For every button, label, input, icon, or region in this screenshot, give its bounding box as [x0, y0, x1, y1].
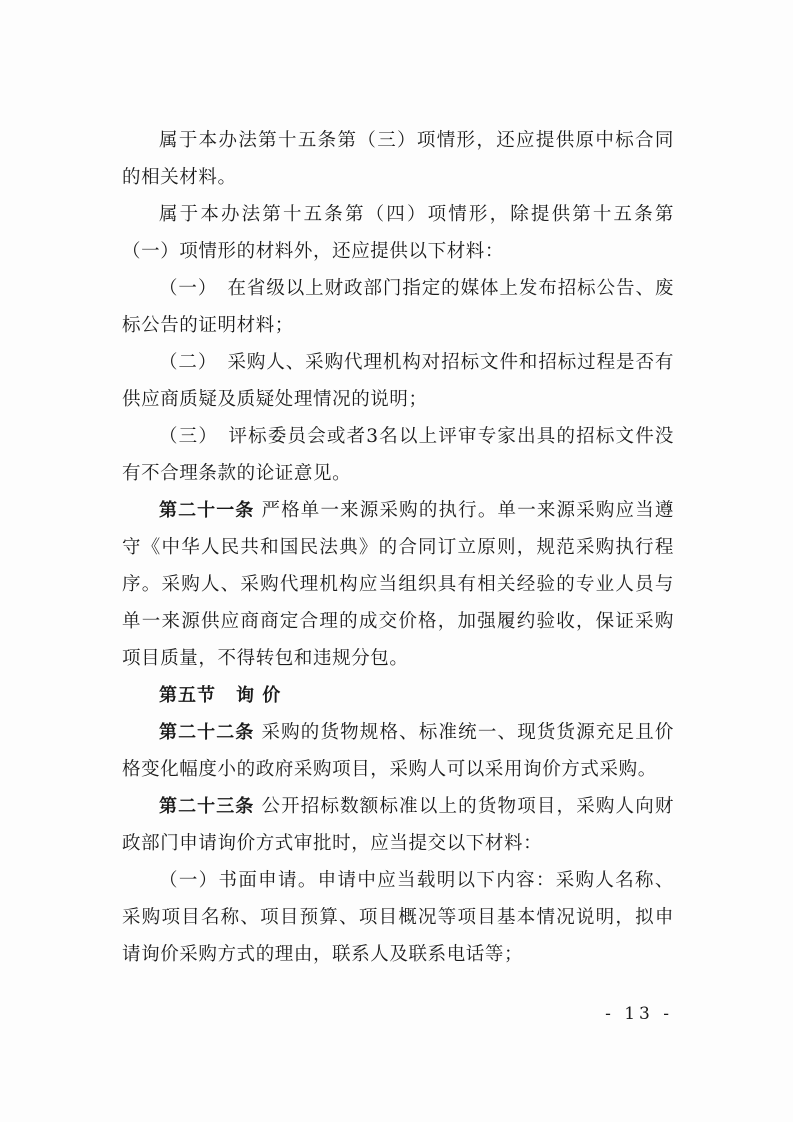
section-title: 询 价 — [236, 685, 282, 706]
page-number: - 13 - — [605, 1004, 673, 1024]
paragraph-text: 属于本办法第十五条第（三）项情形，还应提供原中标合同的相关材料。 — [122, 130, 674, 188]
section-number: 第五节 — [159, 685, 216, 706]
paragraph-text: 严格单一来源采购的执行。单一来源采购应当遵守《中华人民共和国民法典》的合同订立原则，规范采购执行程序。采购人、采购代理机构应当组织具有相关经验的专业人员与单一来源供应商商定合理的成交价格，加强履约验收，保证采购项目质量，不得转包和违规分包。 — [122, 500, 675, 669]
paragraph-text: （三） 评标委员会或者3名以上评审专家出具的招标文件没有不合理条款的论证意见。 — [122, 426, 674, 484]
article-heading: 第二十三条 — [159, 796, 255, 817]
paragraph-text: （二） 采购人、采购代理机构对招标文件和招标过程是否有供应商质疑及质疑处理情况的说明； — [122, 352, 674, 410]
article-23 — [122, 788, 674, 862]
paragraph-text: 公开招标数额标准以上的货物项目，采购人向财政部门申请询价方式审批时，应当提交以下材料： — [122, 796, 675, 854]
article-21 — [122, 492, 674, 677]
paragraph-text: （一） 在省级以上财政部门指定的媒体上发布招标公告、废标公告的证明材料； — [122, 278, 674, 336]
paragraph-text: 采购的货物规格、标准统一、现货货源充足且价格变化幅度小的政府采购项目，采购人可以采用询价方式采购。 — [122, 722, 675, 780]
paragraph-item-1 — [122, 270, 674, 344]
paragraph-item-3 — [122, 418, 674, 492]
paragraph-2 — [122, 196, 674, 270]
article-heading: 第二十一条 — [159, 500, 255, 521]
paragraph-1 — [122, 122, 674, 196]
article-heading: 第二十二条 — [159, 722, 255, 743]
article-22 — [122, 714, 674, 788]
document-body — [122, 122, 674, 973]
paragraph-item-written-application — [122, 862, 674, 973]
paragraph-text: （一）书面申请。申请中应当载明以下内容：采购人名称、采购项目名称、项目预算、项目概况等项目基本情况说明，拟申请询价采购方式的理由，联系人及联系电话等； — [122, 870, 674, 965]
paragraph-text: 属于本办法第十五条第（四）项情形，除提供第十五条第（一）项情形的材料外，还应提供以下材料： — [122, 204, 674, 262]
paragraph-item-2 — [122, 344, 674, 418]
section-heading — [122, 677, 674, 714]
